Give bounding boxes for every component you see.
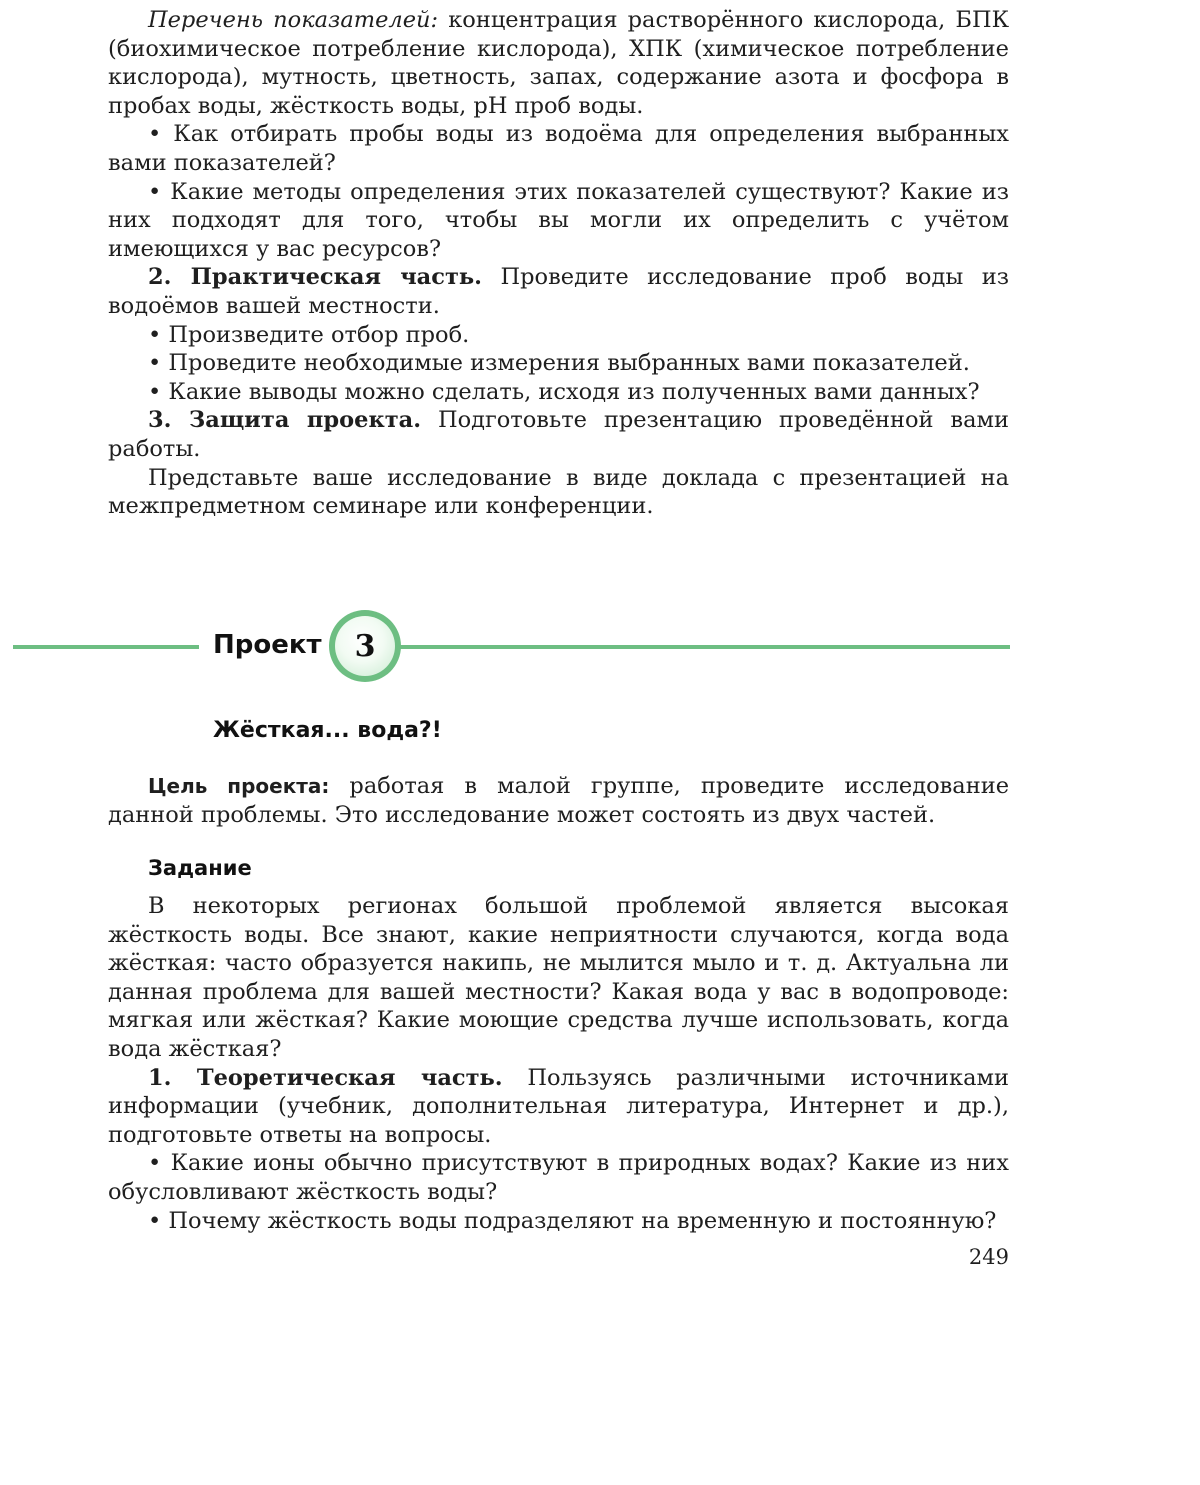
indicators-paragraph xyxy=(108,6,1009,120)
defense-paragraph xyxy=(108,406,1009,463)
goal-paragraph xyxy=(108,772,1009,829)
goal-label: Цель проекта: xyxy=(148,774,330,798)
header-line-left xyxy=(13,645,199,649)
practical-paragraph xyxy=(108,263,1009,320)
header-line-right xyxy=(398,645,1010,649)
project-subtitle: Жёсткая... вода?! xyxy=(213,718,442,743)
present-paragraph: Представьте ваше исследование в виде доклада с презентацией на межпредметном семинаре или конференции. xyxy=(108,464,1009,520)
project-number-badge xyxy=(329,610,401,682)
project-label: Проект xyxy=(213,630,322,660)
bullet-sampling: • Как отбирать пробы воды из водоёма для определения выбранных вами показателей? xyxy=(108,121,1009,176)
defense-text: Подготовьте презентацию проведённой вами работы. xyxy=(108,407,1009,462)
goal-section xyxy=(108,772,1009,829)
theory-text: Пользуясь различными источниками информации (учебник, дополнительная литература, Интернет и др.), подготовьте ответы на вопросы. xyxy=(108,1064,1009,1148)
indicators-label: Перечень показателей: xyxy=(148,7,439,33)
theory-paragraph xyxy=(108,1064,1009,1150)
project-number: 3 xyxy=(335,616,395,676)
indicators-text: концентрация растворённого кислорода, БПК (биохимическое потребление кислорода), ХПК (химическое потребление кислорода), мутность, цветность, запах, содержание азота и фосфора в пробах воды, жёсткость воды, pH проб воды. xyxy=(108,7,1009,119)
bullet-collect: • Произведите отбор проб. xyxy=(148,321,470,348)
practical-text: Проведите исследование проб воды из водоёмов вашей местности. xyxy=(108,264,1009,319)
page-number: 249 xyxy=(968,1245,1009,1269)
task-section xyxy=(108,892,1009,1235)
theory-label: 1. Теоретическая часть. xyxy=(148,1064,503,1091)
defense-label: 3. Защита проекта. xyxy=(148,407,422,434)
bullet-conclusions: • Какие выводы можно сделать, исходя из полученных вами данных? xyxy=(148,378,980,405)
task-intro: В некоторых регионах большой проблемой является высокая жёсткость воды. Все знают, какие неприятности случаются, когда вода жёсткая: часто образуется накипь, не мылится мыло и т. д. Актуальна ли данная проблема для вашей местности? Какая вода у вас в водопроводе: мягкая или жёсткая? Какие моющие средства лучше использовать, когда вода жёсткая? xyxy=(108,893,1009,1062)
bullet-measure: • Проведите необходимые измерения выбранных вами показателей. xyxy=(148,350,970,377)
task-heading: Задание xyxy=(148,856,252,880)
bullet-methods: • Какие методы определения этих показателей существуют? Какие из них подходят для того, чтобы вы могли их определить с учётом имеющихся у вас ресурсов? xyxy=(108,178,1009,262)
bullet-ions: • Какие ионы обычно присутствуют в природных водах? Какие из них обусловливают жёсткость воды? xyxy=(108,1150,1009,1205)
goal-text: работая в малой группе, проведите исследование данной проблемы. Это исследование может состоять из двух частей. xyxy=(108,773,1010,828)
top-section xyxy=(108,6,1009,521)
bullet-hardness-types: • Почему жёсткость воды подразделяют на временную и постоянную? xyxy=(148,1207,997,1234)
practical-label: 2. Практическая часть. xyxy=(148,264,483,291)
